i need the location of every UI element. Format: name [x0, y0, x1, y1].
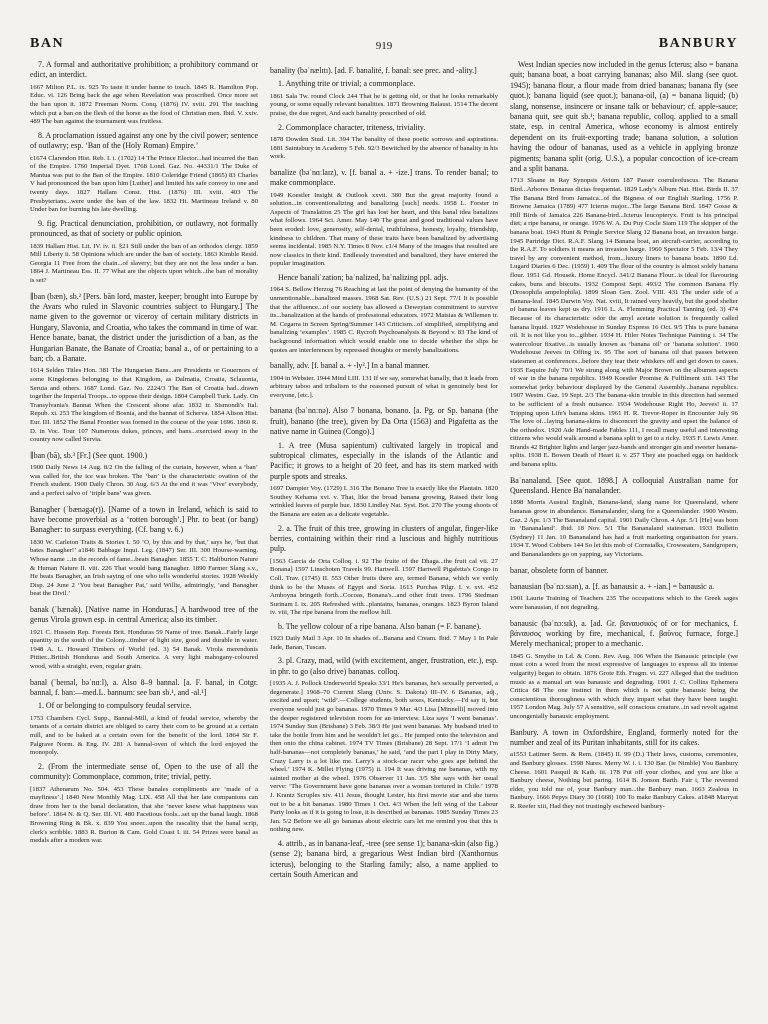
- citation-block: 1845 G. Smythe in Ld. & Conn. Rev. Aug. 106 When the Banausic principle (we must coin a word from the most expressive of languages to express all its intense vulgarity) began to obtain. 1876 Grote Eth. Fragm. vi. 227 Alleged that the tradition music as a manual art was banausic and degrading. 1901 J. C. Collins Ephemera Critica 68 The one instinct in them which is not quite banausic being the conscientious thoroughness with which they impart what they have been taught. 1957 London Mag. July 57 A sensitive, self conscious creature...in sad revolt against uncongenially banausic employment.: [510, 652, 738, 720]
- citation-block: 1667 Milton P.L. ix. 925 To taste it under banne to touch. 1845 R. Hamilton Pop. Educ. vi. 126 Bring back the age when Revelation was proscribed. Once more set the ban upon it. 1872 Freeman Norm. Conq. (1876) IV. xviii. 291 The teaching which put a ban on the flesh of the horse as the food of Christian men. Ibid. V. xxiv. 489 The ban against the tournament was fruitless.: [30, 83, 258, 126]
- sense-definition: 2. (From the intermediate sense of, Open to the use of all the community): Commonplace, common, trite; trivial, petty.: [30, 761, 258, 782]
- dictionary-entry: Banbury. A town in Oxfordshire, England, formerly noted for the number and zeal of its Puritan inhabitants, still for its cakes.: [510, 727, 738, 747]
- sense-definition: b. The yellow colour of a ripe banana. Also banan (= F. banane).: [278, 621, 482, 631]
- column-left: [30, 60, 258, 1016]
- citation-block: 1861 Sala Tw. round Clock 244 That he is getting old, or that he looks remarkably young, or some equally relevant banalities. 1871 Browning Balaust. 1514 The decent praise, the due regret, And each banality prescribed of old.: [270, 92, 498, 117]
- dictionary-entry: Baˈnanaland. [See quot. 1898.] A colloquial Australian name for Queensland. Hence Baˈnanalander.: [510, 475, 738, 496]
- sense-definition: 8. A proclamation issued against any one by the civil power; sentence of outlawry; esp. ‘Ban of the (Holy Roman) Empire.’: [30, 130, 258, 151]
- column-right: [510, 60, 738, 1016]
- sense-definition: West Indian species now included in the genus Icterus; also = banana quit; banana boat, a boat carrying bananas; also Mil. slang (see quot. 1945); banana flour, a flour made from dried bananas; banana fly (see quot.); banana liquid (see quot.); banana-oil, (a) = banana liquid; (b) slang, nonsense, insincere or insane talk or behaviour; cf. apple-sauce; banana quit, see quit sb.¹; banana republic, colloq. applied to a small state, esp. in central America, whose economy is almost entirely dependent on its fruit-exporting trade; banana solution, a solution having the odour of bananas, used as a vehicle in applying bronze pigments; banana split (orig. U.S.), a popular concoction of ice-cream and a split banana.: [510, 60, 738, 174]
- dictionary-entry: banality (bəˈnælɪtɪ). [ad. F. banalité, f. banal: see prec. and -ality.]: [270, 66, 477, 75]
- citation-block: 1614 Selden Titles Hon. 381 The Hungarian Bans...are Presidents or Gouernors of some Kingdomes belonging to that Kingdom, as Dalmatia, Croatia, Sclauonia, Seruia and others. 1687 Lond. Gaz. No. 2224/3 The Ban of Croatia had...drawn together the Imperial Troops...to oppose their design. 1804 Campbell Turk. Lady. On Transylvania's Bannat When the Crescent shone afar. 1832 tr. Sismondi's Ital. Repub. xi. 253 The kingdom of Bosnia, and the bannat of Scherva. 1854 Alison Hist. Eur. III. 1852 The Banal Frontier was formed in the course of the year 1696. 1860 R. D. in Voc. Tour 107 Numerous dukes, princes, and bans...exercised away in the country now called Servia.: [30, 367, 258, 444]
- sense-definition: 2. a. The fruit of this tree, growing in clusters of angular, finger-like berries, containing within their rind a luscious and highly nutritious pulp.: [270, 523, 498, 554]
- dictionary-entry: banalize (bəˈnɑːlaɪz), v. [f. banal a. + -ize.] trans. To render banal; to make commonplace.: [270, 167, 498, 188]
- running-head-right: BANBURY: [658, 36, 738, 51]
- dictionary-entry: ∥ban (bã), sb.³ [Fr.] (See quot. 1900.): [30, 450, 148, 460]
- dictionary-entry: banausian (bəˈnɔːsɪən), a. [f. as banausic a. + -ian.] = banausic a.: [510, 582, 715, 592]
- running-head-left: BAN: [30, 36, 65, 51]
- page-header: [30, 36, 738, 56]
- sense-definition: 4. attrib., as in banana-leaf, -tree (see sense 1); banana-skin (also fig.) (sense 2); banana bird, a gregarious West Indian bird (Xanthornus icterus), belonging to the Starling family; also, a name applied to certain South American and: [270, 838, 498, 880]
- citation-block: [1935 A. J. Pollock Underworld Speaks 33/1 He's bananas, he's sexually perverted, a degenerate.] 1968–70 Current Slang (Univ. S. Dakota) III–IV. 6 Bananas, adj., excited and upset; ‘wild’.—College students, both sexes, Kentucky.—I'd say it, but everyone would just go bananas. 1970 Times 9 Mar. 4/3 Lisa [Minnelli] moved into the deeper registered television room for an interview. Liza says ‘I went bananas’. 1974 Sunday Sun (Brisbane) 3 Feb. 38/3 He just went bananas. My husband tried to take the bottle from him and he wouldn't let go... He jumped onto the television and then onto the china cabinet. 1974 TV Times (Brisbane) 28 Sept. 17/1 ‘I admit I'm half-bananas—not completely bananas,’ he said, ‘and the part I play in Dirty Mary, Crazy Larry is a lot like me. Larry's a stock-car racer who goes ape behind the wheel.’ 1974 K. Millet Flying (1975) ii. 194 It was driving me bananas, with my sainted mother at the wheel. 1976 Observer 11 Jan. 3/5 She says with her usual verve: ‘The Government have gone bananas over a woman tortured in Chile.’ 1978 J. Krantz Scruples xiv. 411 Jesus, thought Lester, his first movie star and she turns out to be a bit bananas. 1980 Times 1 Oct. 4/3 When the left wing of the Labour Party looks as if it is going to lose, it is described as bananas. 1985 Sunday Times 23 Jan. 5/2 Before we all go bananas about electric cars let me remind you that this is nothing new.: [270, 680, 498, 834]
- citation-block: 1753 Chambers Cycl. Supp., Bannal-Mill, a kind of feudal service, whereby the tenants of a certain district are obliged to carry their corn to be ground at a certain mill, and to be baked at a certain oven for the benefit of the lord. 1864 Sir F. Palgrave Norm. & Eng. IV. 281 A bannal-oven of which the lord enjoyed the monopoly.: [30, 714, 258, 757]
- column-middle: [270, 60, 498, 1016]
- citation-block: 1964 S. Bellow Herzog 76 Reaching at last the point of denying the humanity of the unmentionable...banalized masses. 1968 Sat. Rev. (U.S.) 21 Sept. 77/1 It is possible that the affluence...of our society has allowed a Deweyian commitment to survive its...banalization at the hands of professional educators. 1972 Matsias & Willemen tr. M. Cegarra in Screen Spring/Summer 143 Criticism...of simplified, simplifying and banalizing ‘examples’. 1985 C. Rycroft Psychoanalysis & Beyond v. 83 The kind of background information which would enable one to decide whether the slips he quotes are interferences by repressed thoughts or merely banalizations.: [270, 286, 498, 354]
- citation-block: 1697 Dampier Voy. (1729) I. 316 The Bonano Tree is exactly like the Plantain. 1820 Southey Kehama xvi. v. That, like the broad banana growing, Raised their long wrinkled leaves of purple hue. 1830 Lindley Nat. Syst. Bot. 270 The young shoots of the Banana are eaten as a delicate vegetable.: [270, 485, 498, 518]
- citation-block: c1674 Clarendon Hist. Reb. I. i. (1702) 14 The Prince Elector...had incurred the Ban of the Empire. 1760 Imperial Dyet. 1768 Lond. Gaz. No. 44331/1 The Duke of Mantua was put to the Ban of the Empire. 1810 Coleridge Friend (1865) 83 Charles V had pronounced the ban upon him [Luther] and limited his safe convoy to one and twenty days. 1827 Hallam Const. Hist. (1876) III. xviii. 403 The Presbyterians...were under the ban of the law. 1832 Ht. Martineau Ireland v. 80 Under ban for burning his late dwelling.: [30, 154, 258, 214]
- dictionary-entry: banak (ˈbænək). [Native name in Honduras.] A hardwood tree of the genus Virola grown esp. in central America; also its timber.: [30, 604, 258, 625]
- citation-block: 1901 Laurie Training of Teachers 235 The occupations which to the Greek sages were banausian, if not degrading.: [510, 595, 738, 612]
- citation-block: 1898 Morris Austral English, Banana-land, slang name for Queensland, where bananas grow in abundance. Bananalander, slang for a Queenslander. 1900 Westm. Gaz. 2 Apr. 1/3 The Bananaland capital. 1901 Daily Chron. 4 Apr. 5/1 [He] was born in ‘Bananaland’. Ibid. 18 Nov. 5/1 The Bananaland statesman. 1933 Bulletin (Sydney) 11 Jan. 10 Bananaland has had a fruit marketing organisation for years. 1934 T. Wood Cobbers 144 So let this mob of Cornstalks, Crowseaters, Sandgropers, and Bananalanders go on yapping, say Victorians.: [510, 499, 738, 559]
- dictionary-entry: banal (ˈbeɪnəl, bəˈnɑːl), a. Also 8–9 bannal. [a. F. banal, in Cotgr. bannal, f. ban:—med.L. bannum: see ban sb.¹, and -al.¹]: [30, 677, 258, 698]
- page-number: 919: [375, 40, 393, 52]
- sense-definition: 3. pl. Crazy, mad, wild (with excitement, anger, frustration, etc.), esp. in phr. to go (also drive) bananas. colloq.: [270, 656, 498, 676]
- dictionary-entry: Banagher (ˈbænəgə(r)). [Name of a town in Ireland, which is said to have become proverbial as a ‘rotten borough’.] Phr. to beat (or bang) Banagher: to surpass everything. (Cf. bang v. 6.): [30, 504, 258, 535]
- dictionary-entry: banally, adv. [f. banal a. + -ly².] In a banal manner.: [270, 361, 430, 371]
- citation-block: 1900 Daily News 14 Aug. 8/2 On the falling of the curtain, however, when a ‘ban’ was called for, the ice was broken. The ‘ban’ is the characteristic ovation of the French student. 1900 Daily Chron. 30 Aug. 6/3 At the end it was ‘Vive’ everybody, and a perfect salvo of ‘triple bans’ was given.: [30, 464, 258, 497]
- dictionary-entry: ∥ban (bæn), sb.² [Pers. bān lord, master, keeper; brought into Europe by the Avars who ruled in Slavonic countries subject to Hungary.] The name given to the governor or viceroy of certain military districts in Hungary, Slavonia, and Croatia, who takes the command in time of war. Hence banate, banat, the district under the jurisdiction of a ban, as the Hungarian Banate, the Banate of Croatia; banal a., of or pertaining to a ban; cb. a Banate.: [30, 291, 258, 363]
- dictionary-entry: banana (bəˈnɑːnə). Also 7 bonana, bonano. [a. Pg. or Sp. banana (the fruit), banano (the tree), given by Da Orta (1563) and Pigafetta as the native name in Guinea (Congo).]: [270, 406, 498, 437]
- citation-block: 1904 in Webster. 1944 Mind LIII. 131 If we say, somewhat banally, that it leads from arbitrary taboo and tribalism to the reasoned pursuit of what is genuinely best for everyone, [etc.].: [270, 374, 498, 399]
- sense-definition: 9. fig. Practical denunciation, prohibition, or outlawry, not formally pronounced, as that of society or public opinion.: [30, 218, 258, 239]
- citation-block: 1949 Koestler Insight & Outlook xxvii. 380 But the great majority found a solution...in conventionalizing and banalizing [such] needs. 1958 L. Forster in Aspects of Translation 25 The girl has lost her heart, and this banal idea banalizes what follows. 1964 Sci. Amer. May 140 The great and good traditional values have been eroded: love, generosity, self-denial, truthfulness, honesty, loyalty, friendship, kindness to children. That many of these traits have been banalized by advertising seems incidental. 1985 N.Y. Times 8 Nov. c1/4 Many of the images that resulted are now classics in their kind. Endlessly travestied and banalized, they have entered the popular imagination.: [270, 191, 498, 268]
- dictionary-entry: banausic (bəˈnɔːsɪk), a. [ad. Gr. βαναυσικός of or for mechanics, f. βάναυσος working by fire, mechanical, f. βαῦνος furnace, forge.] Merely mechanical; proper to a mechanic.: [510, 618, 738, 649]
- sense-definition: 1. Anything trite or trivial; a commonplace.: [278, 79, 416, 89]
- text-columns: [30, 60, 738, 1016]
- citation-block: 1830 W. Carleton Traits & Stories I. 50 ‘O, by this and by that,’ says he, ‘but that bates Banagher!’ a1846 Babbage Inqui. Leg. (1847) Ser. III. 300 Hourse-warning. Whose name ...in the records of fame...beats Banagher. 1855 T. C. Haliburton Nature & Human Nature II. viii. 226 That would bang Banagher. 1890 Farmer Slang s.v., He beats Banagher, an Irish saying of one who tells wonderful stories. 1928 Weekly Disp. 24 June 2 ‘You beat Banagher Pat,’ said Willie, admiringly, ‘and Banagher beat the Divil.’: [30, 538, 258, 598]
- dictionary-entry: banar, obsolete form of banner.: [510, 565, 609, 575]
- sense-definition: Hence banaliˈzation; baˈnalized, baˈnalizing ppl. adjs.: [278, 272, 449, 282]
- citation-block: 1923 Daily Mail 3 Apr. 10 In shades of...Banana and Cream. Ibid. 7 May 1 In Pale Jade, Banan, Tuscan.: [270, 635, 498, 651]
- sense-definition: 1. Of or belonging to compulsory feudal service.: [38, 701, 192, 711]
- sense-definition: 2. Commonplace character, triteness, triviality.: [278, 122, 426, 132]
- citation-block: [1837 Athenæum No. 504. 453 These banales compliments are ‘made of a mayfiness’.] 1840 New Monthly Mag. LIX. 458 All that her late companions can draw from her is the banal declaration, that she ‘never knew what happiness was before’. 1864 N. & Q. Ser. III. VI. 480 Facetious fools...set up the banal laugh. 1868 Browning Ring & Bk. x. 839 You sneer...upon the rascality that the banal scrip, clerk's scribble. 1883 R. Burton & Cam. Gold Coast I. iii. 54 Prizes were banal as medals after a modern war.: [30, 785, 258, 845]
- citation-block: 1878 Dowden Stud. Lit. 394 The banality of these poetic sorrows and aspirations. 1881 Saintsbury in Academy 5 Feb. 92/3 Bewitched by the absence of banality in his work.: [270, 136, 498, 161]
- citation-block: 1713 Sloane in Ray Synopsis Avium 187 Passer coeruleofuscus. The Banana Bird...Arbores Bonanas dictas frequentat. 1829 Lady's Album Nat. Hist. Birds II. 37 The Banana Bird from Jamaica...of the Bigness of our English Starling. 1756 P. Browne Jamaica (1789) 477 Icterus major...The large Banana Bird. 1847 Gosse & Hill Birds of Jamaica 226 Banana-bird...Icterus leucopteryx. Fruit is his principal diet; a ripe banana, or orange. 1976 W. A. Du Puy Cocle Siam 119 The skipper of the banana boat. 1943 Hunt & Pringle Service Slang 12 Banana boat, an invasion barge. 1945 Partridge Dict. R.A.F. Slang 14 Banana boat, an aircraft-carrier, according to the R.A.F. To soldiers it means an invasion barge. 1960 Spectator 5 Feb. 13/4 They travel by any convenient method, from...luxury liners to banana boats. 1890 Ld. Lugard Diaries 6 Dec. (1959) I. 409 The flour of the country is almost solely banana flour. 1951 Gd. Housek. Home Encycl. 341/2 Banana Flour...is ideal for flavouring cakes, buns and biscuits. 1932 Compost Sept. 493/2 The common Banana Fly (Drosophila ampelophila). 1899 Sloan Gen. Zool. VIII. 431 The under side of a Banana-leaf. 1845 Darwin Voy. Nat. xviii, It rained very heavily, but the good shelter of banana leaves kept us dry. 1916 L. A. Flemming Practical Tanning (ed. 3) 474 Because of its characteristic odor the amyl acetate solution is frequently called banana liquid. 1927 Wodehouse in Sunday Express 16 Oct. 9/5 This is pure banana oil. It is not like you to...gibber. 1934 H. Hiler Notes Technique Painting i. 34 The watercolour fixative...is usually known as ‘banana oil’ or ‘banana solution’. 1960 Wodehouse Jeeves in Offing ix. 95 The sort of banana oil that passes between statesmen at conferences...before they tear their whiskers off and get down to cases. 1935 Esquire July 70/1 We strung along with Major Brown on the albumen aspects of war in the banana republics. 1949 Koestler Promise & Fulfilment xiii. 143 The somewhat jerky behaviour displayed by the General Assembly...banana republics. 1907 Westm. Gaz. 19 Sept. 2/3 The banana-skin trouble in this direction had seemed to be sufficient of a fresh nuisance. 1934 Wodehouse Right Ho, Jeeves! ii. 17 Tripping upon Life's banana skins. 1961 H. R. Trevor-Roper in Encounter July 96 The love of...laying banana-skins to disconcert the gravity and upset the balance of the orthodox. 1920 Ade Hand-made Fables 111, I recall many useful and interesting citizens who would walk around a banana split to get to a ricky. 1935 F. Lewis Amer. Brands 42 Brighter lights and larger jazz-bands and stronger gin and sweeter banana-splits. 1938 E. Bowen Death of Heart ii. v. 257 They ate poached eggs on haddock and banana splits.: [510, 177, 738, 469]
- citation-block: 1839 Hallam Hist. Lit. IV. iv. ii. §21 Still under the ban of an orthodox clergy. 1859 Mill Liberty ii. 58 Opinions which are under the ban of society. 1863 Kimble Resid. Georgia 11 Free from the chain...of slavery; but they are not the less under a ban. 1864 J. Martineau Ess. II. 77 What are the objects upon which...the ban of morality is set?: [30, 242, 258, 284]
- citation-block: [1563 Garcia de Orta Colloq. i. 92 The fruite of the Dhaga...the fruit cal vii. 27 Bonana] 1597 Linschoten Travels 99. Hartwell. 1597 Hartwell Pigafetta's Congo in Coll. Trav. (1745) II. 553 Other fruits there are, termed Banana, which we verily think to be the Muses of Egypt and Soria. 1613 Purchas Pilgr. I. v. xvi. 452 Amboyna bringeth forth...Cocoas, Bonana's...and other fruit trees. 1796 Stedman Surinam I. ix. 205 Refreshed with...plantains, bananas, oranges. 1823 Byron Island iv. viii, The ripe banana from the mellow hill.: [270, 557, 498, 617]
- sense-definition: 1. A tree (Musa sapientum) cultivated largely in tropical and subtropical climates, especially in the islands of the Atlantic and Pacific; it grows to a height of 20 feet, and has its stem marked with purple spots and streaks.: [270, 440, 498, 481]
- sense-definition: 7. A formal and authoritative prohibition; a prohibitory command or edict, an interdict.: [30, 60, 258, 80]
- citation-block: 1921 C. Hussein Rep. Forests Brit. Honduras 59 Name of tree. Banak...Fairly large quantity in the south of the Colony...timber of light size, good and durable in water. 1948 A. L. Howard Timbers of World (ed. 3) 54 Banak. Virola merendonis Pittier...British Honduras and South America. A very light mahogany-coloured wood, with a straight, even, regular grain.: [30, 628, 258, 671]
- citation-block: a1553 Latimer Serm. & Rem. (1845) II. 99 (D.) Their laws, customs, ceremonies, and Banbury glosses. 1598 Nares. Merry W. i. i. 130 Bar. (ie Nimble) You Banbury Cheese. 1601 Pasquil & Kath. iii. 178 Put off your clothes, and you are like a Banbury cheese, Nothing but paring. 1614 B. Jonson Barth. Fair i, The reverend elder, you told me of, your Banbury man...the Banbury man. 1663 Zealous in Banbury. 1666 Pepys Diary 30 (1668) 100 To make Banbury Cakes. a1848 Marryat R. Reefer xiii, Had they not trustingly eschewed banbury-: [510, 751, 738, 810]
